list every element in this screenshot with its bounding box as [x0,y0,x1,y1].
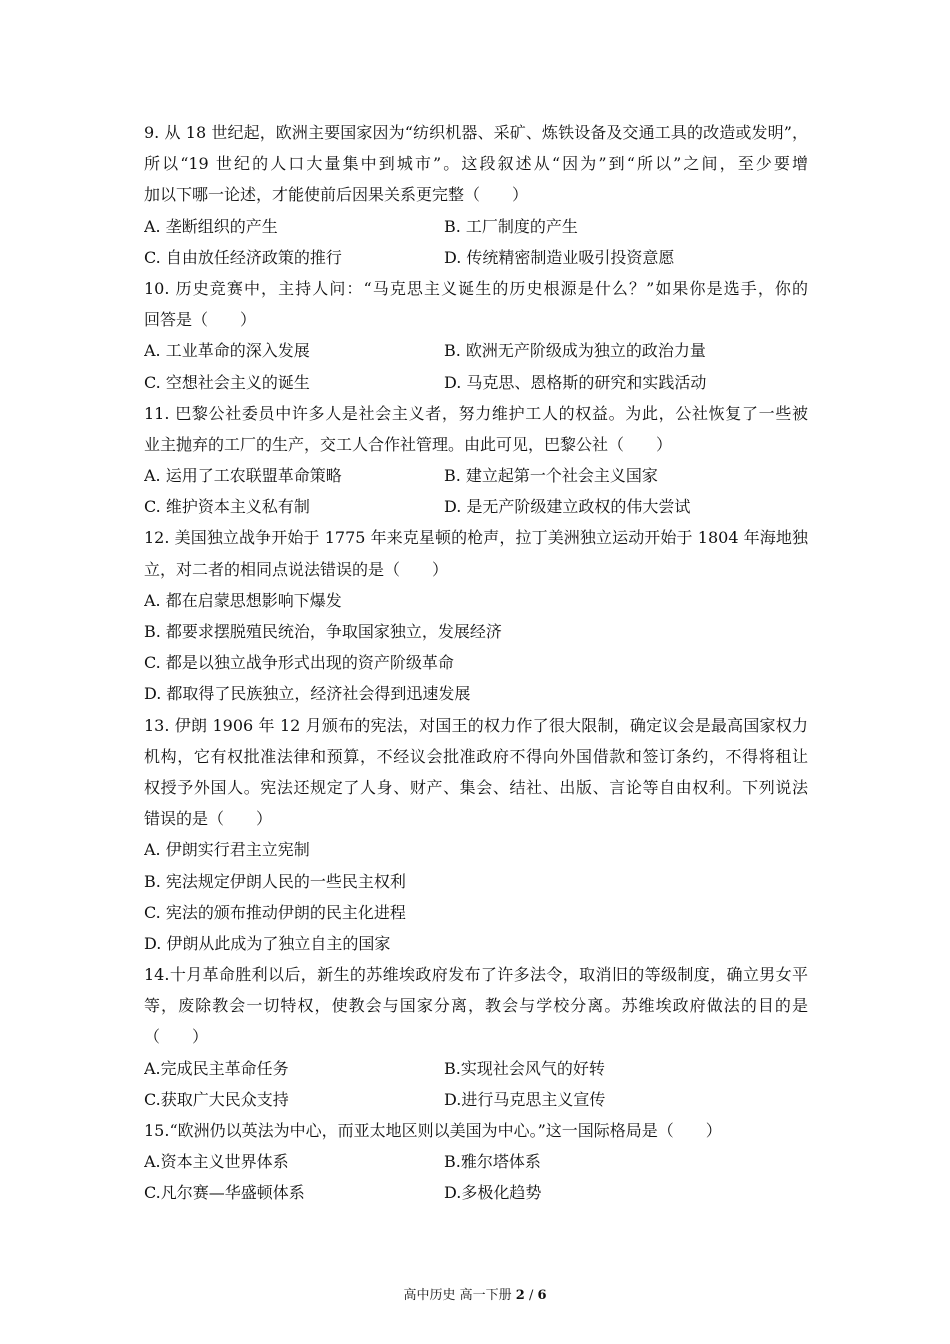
option-c: C. 宪法的颁布推动伊朗的民主化进程 [144,902,406,922]
option-a: A.资本主义世界体系 [144,1152,289,1172]
question-stem-line: 所以“19 世纪的人口大量集中到城市”。这段叙述从“因为”到“所以”之间，至少要增 [144,154,808,174]
option-c: C. 都是以独立战争形式出现的资产阶级革命 [144,653,454,673]
option-c: C. 空想社会主义的诞生 [144,372,310,392]
option-b: B. 宪法规定伊朗人民的一些民主权利 [144,871,406,891]
option-row [144,460,808,491]
question-stem-line: 机构，它有权批准法律和预算，不经议会批准政府不得向外国借款和签订条约，不得将租让 [144,746,808,766]
question-9 [144,117,808,273]
option-c: C.凡尔赛—华盛顿体系 [144,1183,305,1203]
option-d: D.多极化趋势 [444,1183,542,1203]
question-stem-line: 业主抛弃的工厂的生产，交工人合作社管理。由此可见，巴黎公社（ ） [144,434,673,454]
question-12 [144,522,808,709]
option-a: A. 运用了工农联盟革命策略 [144,466,342,486]
question-stem-line: 11. 巴黎公社委员中许多人是社会主义者，努力维护工人的权益。为此，公社恢复了一些被 [144,403,808,423]
option-b: B. 欧洲无产阶级成为独立的政治力量 [444,341,706,361]
option-row [144,1084,808,1115]
question-stem-line: 加以下哪一论述，才能使前后因果关系更完整（ ） [144,185,529,205]
question-15 [144,1115,808,1209]
question-stem-line: 回答是（ ） [144,310,257,330]
option-c: C. 维护资本主义私有制 [144,497,310,517]
option-row [144,242,808,273]
question-13 [144,710,808,960]
question-11 [144,398,808,523]
page-number-total: 6 [537,1288,547,1303]
option-b: B.雅尔塔体系 [444,1152,541,1172]
page-number-current: 2 [515,1288,525,1303]
option-row [144,367,808,398]
option-d: D. 传统精密制造业吸引投资意愿 [444,247,675,267]
option-a: A. 伊朗实行君主立宪制 [144,840,310,860]
question-stem-line: 13. 伊朗 1906 年 12 月颁布的宪法，对国王的权力作了很大限制，确定议会是最高国家权力 [144,715,808,735]
option-b: B. 都要求摆脱殖民统治，争取国家独立，发展经济 [144,622,502,641]
option-a: A. 都在启蒙思想影响下爆发 [144,590,342,610]
question-stem-line: 15.“欧洲仍以英法为中心，而亚太地区则以美国为中心。”这一国际格局是（ ） [144,1121,722,1140]
question-list [144,117,808,1209]
option-c: C.获取广大民众支持 [144,1089,289,1109]
option-d: D. 都取得了民族独立，经济社会得到迅速发展 [144,684,471,704]
option-row [144,211,808,242]
question-stem-line: 10. 历史竞赛中，主持人问：“马克思主义诞生的历史根源是什么？”如果你是选手，你的 [144,278,808,298]
option-b: B. 工厂制度的产生 [444,216,578,236]
question-stem-line: 12. 美国独立战争开始于 1775 年来克星顿的枪声，拉丁美洲独立运动开始于 1804 年海地独 [144,528,808,548]
page-number-separator: / [528,1288,534,1303]
option-d: D. 是无产阶级建立政权的伟大尝试 [444,497,691,517]
option-row [144,1053,808,1084]
option-d: D. 马克思、恩格斯的研究和实践活动 [444,372,707,392]
option-d: D. 伊朗从此成为了独立自主的国家 [144,933,391,953]
option-c: C. 自由放任经济政策的推行 [144,247,342,267]
option-a: A. 垄断组织的产生 [144,216,278,236]
question-stem-line: 等，废除教会一切特权，使教会与国家分离，教会与学校分离。苏维埃政府做法的目的是 [144,996,808,1016]
option-a: A.完成民主革命任务 [144,1058,289,1078]
option-row [144,491,808,522]
option-a: A. 工业革命的深入发展 [144,341,310,361]
question-stem-line: 14.十月革命胜利以后，新生的苏维埃政府发布了许多法令，取消旧的等级制度，确立男女平 [144,965,808,985]
question-stem-line: 权授予外国人。宪法还规定了人身、财产、集会、结社、出版、言论等自由权利。下列说法 [144,777,808,797]
question-10 [144,273,808,398]
question-stem-line: 错误的是（ ） [144,809,273,829]
option-b: B.实现社会风气的好转 [444,1058,605,1078]
option-row [144,335,808,366]
question-stem-line: 9. 从 18 世纪起，欧洲主要国家因为“纺织机器、采矿、炼铁设备及交通工具的改造或发明”， [144,123,808,142]
question-stem-line: （ ） [144,1027,209,1047]
option-b: B. 建立起第一个社会主义国家 [444,466,658,486]
option-row [144,1177,808,1208]
question-14 [144,959,808,1115]
page-footer [0,1287,950,1305]
question-stem-line: 立，对二者的相同点说法错误的是（ ） [144,559,449,579]
option-row [144,1146,808,1177]
option-d: D.进行马克思主义宣传 [444,1089,606,1109]
footer-label: 高中历史 高一下册 [403,1288,512,1303]
